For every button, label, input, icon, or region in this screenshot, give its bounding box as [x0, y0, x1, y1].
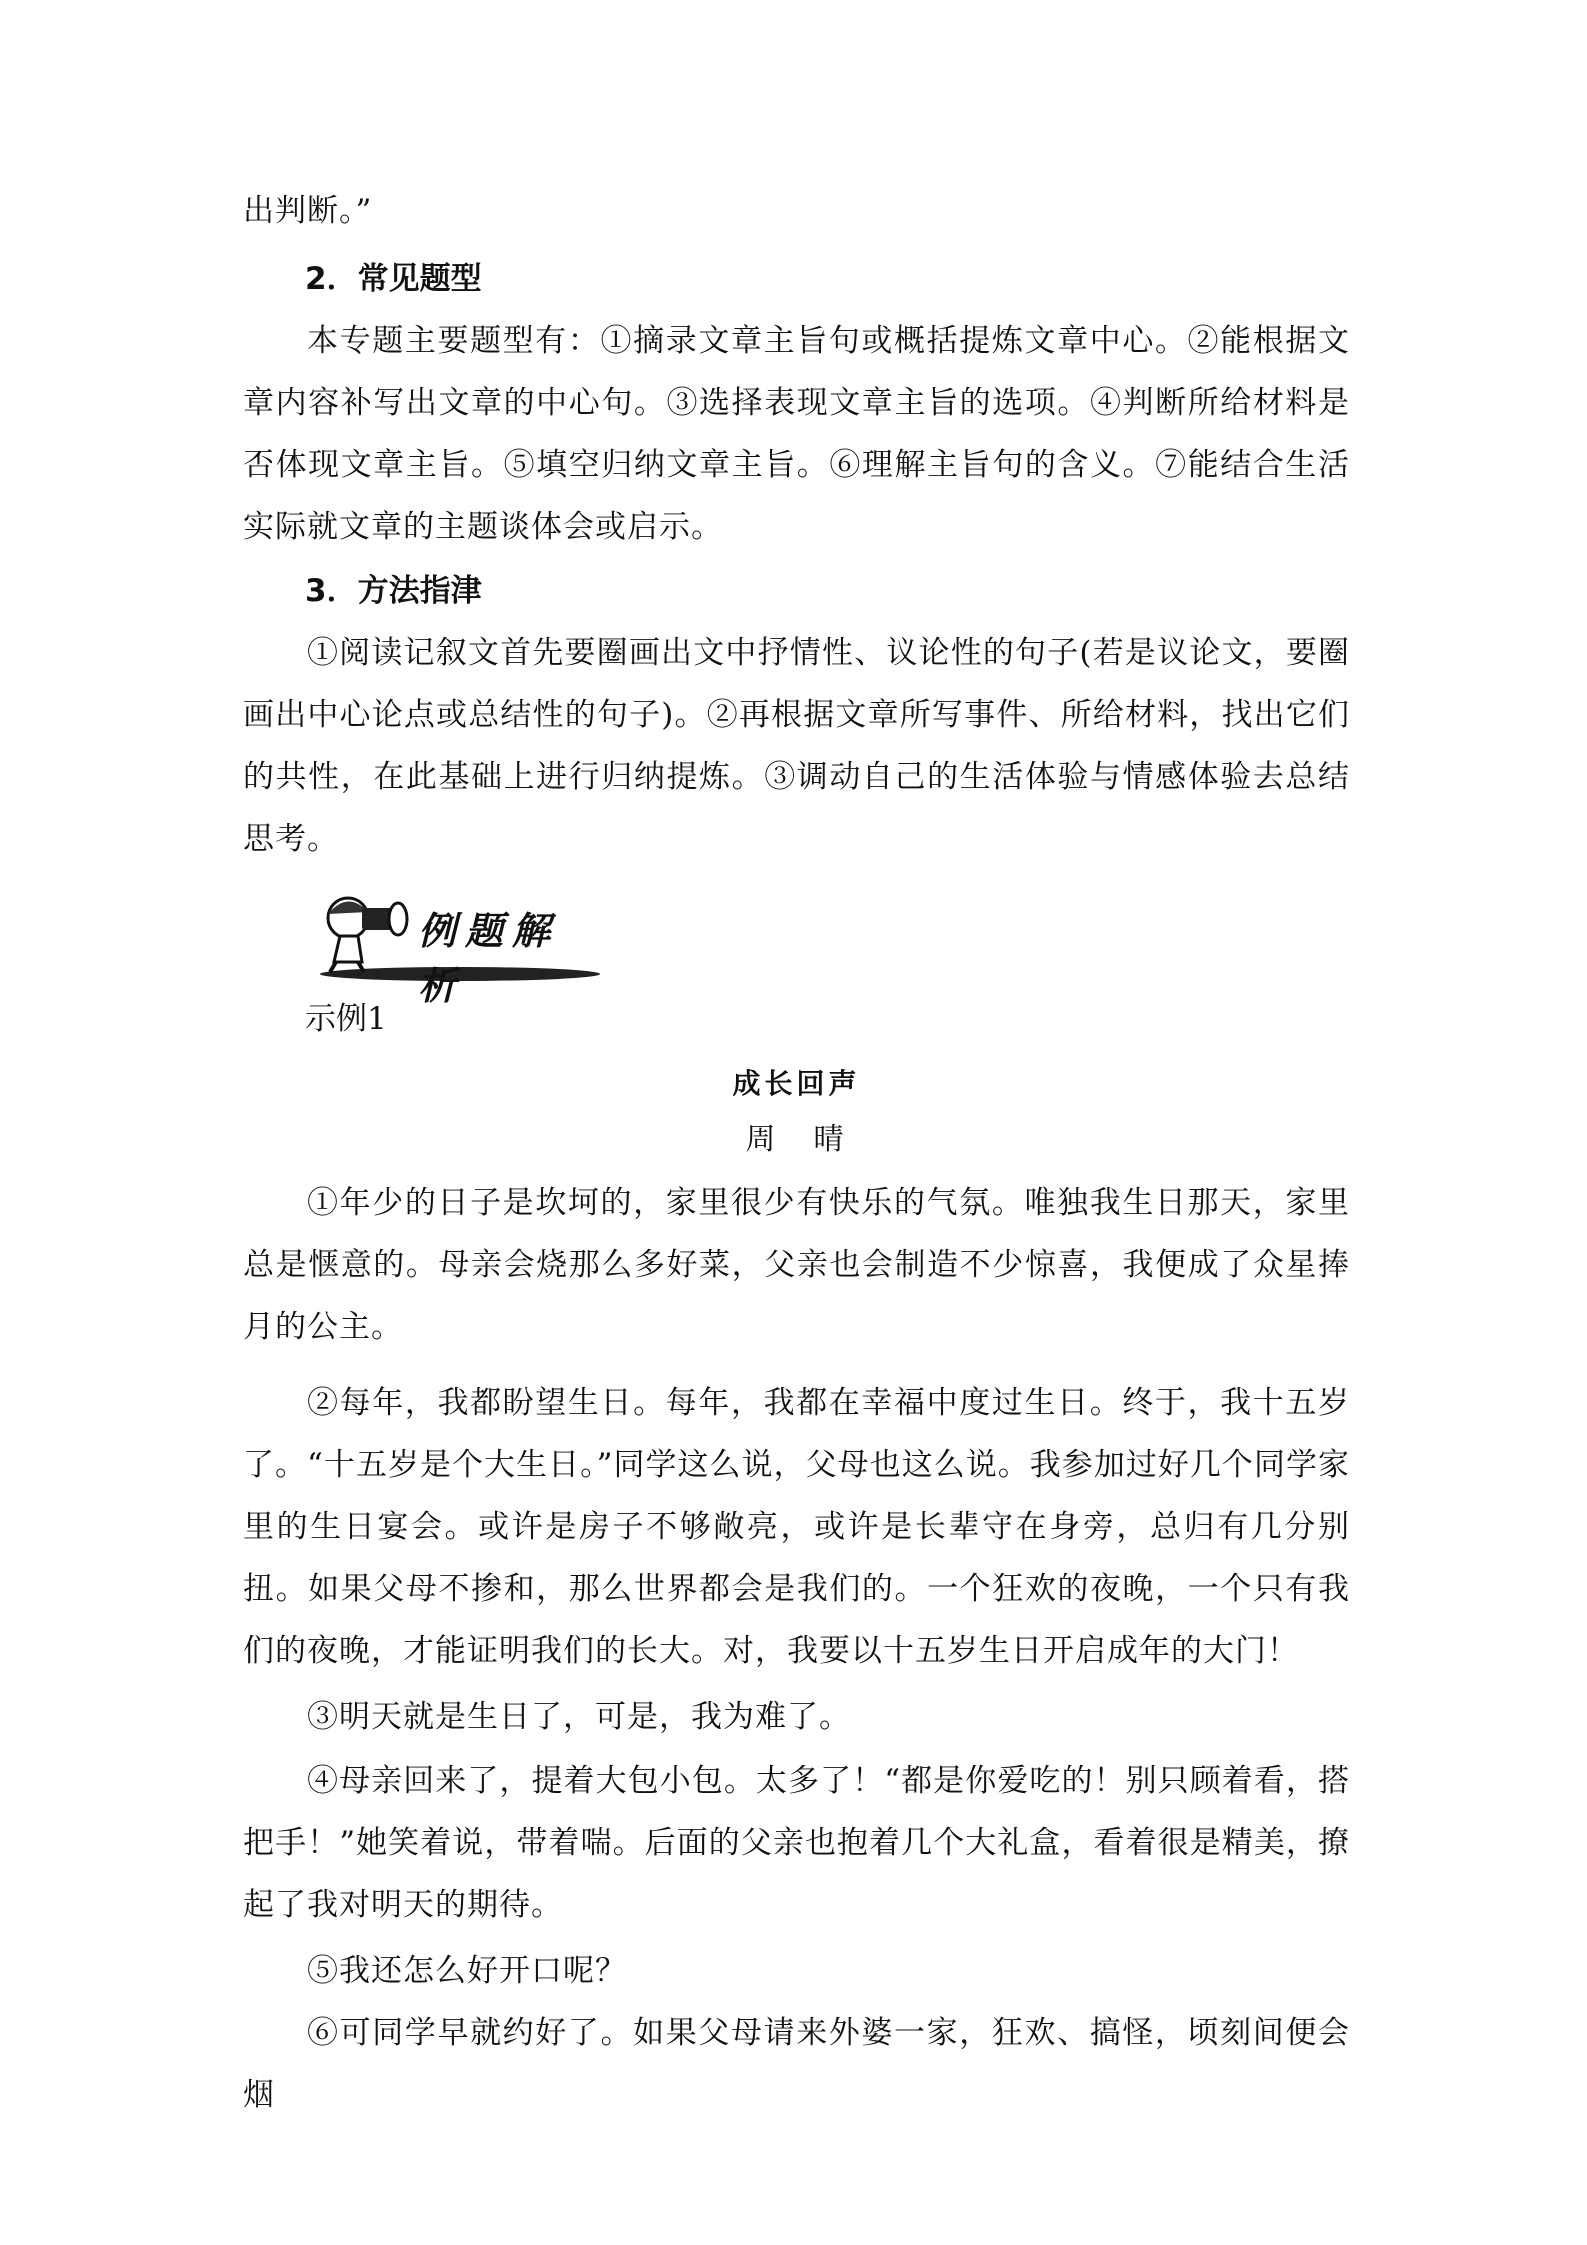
story-paragraph-6: ⑥可同学早就约好了。如果父母请来外婆一家，狂欢、搞怪，顷刻间便会烟: [243, 2015, 1350, 2113]
story-paragraph-1: ①年少的日子是坎坷的，家里很少有快乐的气氛。唯独我生日那天，家里总是惬意的。母亲会烧那么多好菜，父亲也会制造不少惊喜，我便成了众星捧月的公主。: [243, 1185, 1350, 1345]
story-title: 成长回声: [732, 1067, 861, 1100]
section2-body: 本专题主要题型有：①摘录文章主旨句或概括提炼文章中心。②能根据文章内容补写出文章的中心句。③选择表现文章主旨的选项。④判断所给材料是否体现文章主旨。⑤填空归纳文章主旨。⑥理解主旨句的含义。⑦能结合生活实际就文章的主题谈体会或启示。: [243, 323, 1350, 545]
story-paragraph-5: ⑤我还怎么好开口呢？: [307, 1953, 627, 1989]
section3-heading: 3．方法指津: [305, 573, 482, 609]
banner-title: 例题解析: [418, 909, 560, 1008]
story-paragraph-4: ④母亲回来了，提着大包小包。太多了！“都是你爱吃的！别只顾着看，搭把手！”她笑着说，带着喘。后面的父亲也抱着几个大礼盒，看着很是精美，撩起了我对明天的期待。: [243, 1763, 1350, 1923]
example-label: 示例1: [305, 1001, 387, 1037]
story-author: 周 晴: [745, 1122, 848, 1157]
section3-body: ①阅读记叙文首先要圈画出文中抒情性、议论性的句子(若是议论文，要圈画出中心论点或总结性的句子)。②再根据文章所写事件、所给材料，找出它们的共性，在此基础上进行归纳提炼。③调动自己的生活体验与情感体验去总结思考。: [243, 635, 1350, 857]
example-analysis-banner: [300, 878, 600, 1008]
intro-continuation: 出判断。”: [243, 193, 373, 229]
story-paragraph-3: ③明天就是生日了，可是，我为难了。: [307, 1699, 851, 1735]
story-paragraph-2: ②每年，我都盼望生日。每年，我都在幸福中度过生日。终于，我十五岁了。“十五岁是个大生日。”同学这么说，父母也这么说。我参加过好几个同学家里的生日宴会。或许是房子不够敞亮，或许是长辈守在身旁，总归有几分别扭。如果父母不掺和，那么世界都会是我们的。一个狂欢的夜晚，一个只有我们的夜晚，才能证明我们的长大。对，我要以十五岁生日开启成年的大门！: [243, 1385, 1350, 1669]
section2-heading: 2．常见题型: [305, 261, 482, 297]
